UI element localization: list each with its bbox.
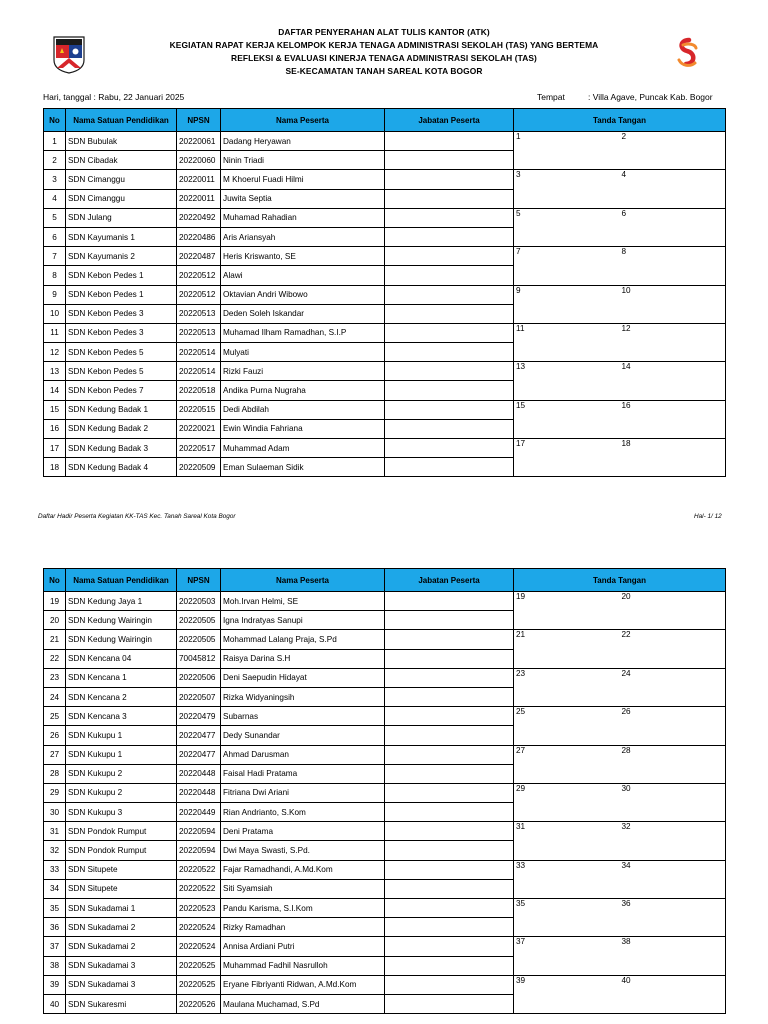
row-number: 39: [44, 975, 66, 994]
participant-name-cell: Dedi Abdilah: [221, 400, 385, 419]
signature-slot-left[interactable]: 29: [514, 783, 620, 821]
school-name-cell: SDN Kencana 04: [66, 649, 177, 668]
participant-name-cell: Heris Kriswanto, SE: [221, 247, 385, 266]
npsn-cell: 20220514: [177, 362, 221, 381]
row-number: 21: [44, 630, 66, 649]
school-name-cell: SDN Kencana 2: [66, 687, 177, 706]
row-number: 11: [44, 323, 66, 342]
row-number: 16: [44, 419, 66, 438]
jabatan-cell: [385, 975, 514, 994]
row-number: 34: [44, 879, 66, 898]
jabatan-cell: [385, 189, 514, 208]
signature-slot-right[interactable]: 2: [620, 132, 726, 170]
table-row: [44, 208, 726, 227]
jabatan-cell: [385, 687, 514, 706]
col-header-no: No: [44, 569, 66, 592]
table-row: [44, 745, 726, 764]
npsn-cell: 20220523: [177, 899, 221, 918]
school-name-cell: SDN Pondok Rumput: [66, 841, 177, 860]
participant-name-cell: Siti Syamsiah: [221, 879, 385, 898]
school-name-cell: SDN Kukupu 2: [66, 783, 177, 802]
school-name-cell: SDN Kedung Wairingin: [66, 611, 177, 630]
school-name-cell: SDN Situpete: [66, 879, 177, 898]
npsn-cell: 20220448: [177, 783, 221, 802]
jabatan-cell: [385, 592, 514, 611]
school-name-cell: SDN Cimanggu: [66, 170, 177, 189]
jabatan-cell: [385, 937, 514, 956]
signature-slot-left[interactable]: 33: [514, 860, 620, 898]
npsn-cell: 20220513: [177, 323, 221, 342]
participant-name-cell: Fitriana Dwi Ariani: [221, 783, 385, 802]
npsn-cell: 20220512: [177, 266, 221, 285]
table-row: [44, 362, 726, 381]
row-number: 28: [44, 764, 66, 783]
table-header-row: [44, 109, 726, 132]
npsn-cell: 20220514: [177, 343, 221, 362]
col-header-jabatan: Jabatan Peserta: [385, 569, 514, 592]
table-row: [44, 860, 726, 879]
signature-slot-right[interactable]: 12: [620, 323, 726, 361]
row-number: 30: [44, 803, 66, 822]
npsn-cell: 20220526: [177, 994, 221, 1013]
date-label: Hari, tanggal : Rabu, 22 Januari 2025: [43, 92, 185, 102]
npsn-cell: 70045812: [177, 649, 221, 668]
row-number: 12: [44, 343, 66, 362]
jabatan-cell: [385, 400, 514, 419]
npsn-cell: 20220449: [177, 803, 221, 822]
participant-name-cell: Muhammad Adam: [221, 439, 385, 458]
jabatan-cell: [385, 764, 514, 783]
school-name-cell: SDN Kedung Badak 3: [66, 439, 177, 458]
npsn-cell: 20220506: [177, 668, 221, 687]
jabatan-cell: [385, 304, 514, 323]
school-name-cell: SDN Kebon Pedes 5: [66, 343, 177, 362]
jabatan-cell: [385, 860, 514, 879]
participant-name-cell: Muhamad Ilham Ramadhan, S.I.P: [221, 323, 385, 342]
signature-slot-left[interactable]: 23: [514, 668, 620, 706]
npsn-cell: 20220487: [177, 247, 221, 266]
jabatan-cell: [385, 266, 514, 285]
participant-name-cell: Faisal Hadi Pratama: [221, 764, 385, 783]
participant-name-cell: Igna Indratyas Sanupi: [221, 611, 385, 630]
row-number: 26: [44, 726, 66, 745]
school-name-cell: SDN Kencana 3: [66, 707, 177, 726]
jabatan-cell: [385, 630, 514, 649]
npsn-cell: 20220011: [177, 189, 221, 208]
jabatan-cell: [385, 343, 514, 362]
table-row: [44, 975, 726, 994]
signature-slot-right[interactable]: 34: [620, 860, 726, 898]
participant-name-cell: Eryane Fibriyanti Ridwan, A.Md.Kom: [221, 975, 385, 994]
school-name-cell: SDN Cimanggu: [66, 189, 177, 208]
npsn-cell: 20220509: [177, 458, 221, 477]
jabatan-cell: [385, 707, 514, 726]
jabatan-cell: [385, 668, 514, 687]
school-name-cell: SDN Kedung Badak 2: [66, 419, 177, 438]
jabatan-cell: [385, 458, 514, 477]
tanah-sareal-logo: [668, 36, 710, 76]
row-number: 36: [44, 918, 66, 937]
participant-name-cell: Dedy Sunandar: [221, 726, 385, 745]
col-header-school: Nama Satuan Pendidikan: [66, 109, 177, 132]
row-number: 20: [44, 611, 66, 630]
title-line-4: SE-KECAMATAN TANAH SAREAL KOTA BOGOR: [285, 66, 483, 76]
signature-slot-left[interactable]: 5: [514, 208, 620, 246]
row-number: 9: [44, 285, 66, 304]
school-name-cell: SDN Pondok Rumput: [66, 822, 177, 841]
table-row: [44, 247, 726, 266]
jabatan-cell: [385, 745, 514, 764]
kota-bogor-logo: [53, 36, 85, 74]
signature-slot-left[interactable]: 31: [514, 822, 620, 860]
row-number: 37: [44, 937, 66, 956]
row-number: 10: [44, 304, 66, 323]
row-number: 3: [44, 170, 66, 189]
jabatan-cell: [385, 822, 514, 841]
table-row: [44, 630, 726, 649]
jabatan-cell: [385, 956, 514, 975]
table-row: [44, 668, 726, 687]
npsn-cell: 20220060: [177, 151, 221, 170]
table-row: [44, 285, 726, 304]
school-name-cell: SDN Kukupu 2: [66, 764, 177, 783]
row-number: 24: [44, 687, 66, 706]
jabatan-cell: [385, 439, 514, 458]
table-row: [44, 323, 726, 342]
signature-slot-left[interactable]: 39: [514, 975, 620, 1013]
school-name-cell: SDN Kukupu 1: [66, 726, 177, 745]
jabatan-cell: [385, 879, 514, 898]
signature-slot-right[interactable]: 26: [620, 707, 726, 745]
participant-name-cell: Deni Pratama: [221, 822, 385, 841]
row-number: 23: [44, 668, 66, 687]
row-number: 40: [44, 994, 66, 1013]
npsn-cell: 20220061: [177, 132, 221, 151]
participant-name-cell: Andika Purna Nugraha: [221, 381, 385, 400]
signature-slot-left[interactable]: 7: [514, 247, 620, 285]
participant-name-cell: Deden Soleh Iskandar: [221, 304, 385, 323]
npsn-cell: 20220594: [177, 841, 221, 860]
table-row: [44, 937, 726, 956]
npsn-cell: 20220486: [177, 227, 221, 246]
jabatan-cell: [385, 994, 514, 1013]
row-number: 22: [44, 649, 66, 668]
school-name-cell: SDN Kayumanis 1: [66, 227, 177, 246]
signature-slot-left[interactable]: 11: [514, 323, 620, 361]
school-name-cell: SDN Kebon Pedes 1: [66, 285, 177, 304]
signature-slot-right[interactable]: 40: [620, 975, 726, 1013]
npsn-cell: 20220513: [177, 304, 221, 323]
signature-slot-left[interactable]: 1: [514, 132, 620, 170]
attendance-table-page-1: [43, 108, 726, 477]
npsn-cell: 20220515: [177, 400, 221, 419]
npsn-cell: 20220512: [177, 285, 221, 304]
jabatan-cell: [385, 208, 514, 227]
participant-name-cell: Juwita Septia: [221, 189, 385, 208]
row-number: 27: [44, 745, 66, 764]
table-row: [44, 592, 726, 611]
attendance-table-page-2: [43, 568, 726, 1014]
npsn-cell: 20220507: [177, 687, 221, 706]
jabatan-cell: [385, 132, 514, 151]
school-name-cell: SDN Kebon Pedes 7: [66, 381, 177, 400]
signature-slot-right[interactable]: 16: [620, 400, 726, 438]
npsn-cell: 20220524: [177, 918, 221, 937]
row-number: 13: [44, 362, 66, 381]
npsn-cell: 20220448: [177, 764, 221, 783]
col-header-no: No: [44, 109, 66, 132]
jabatan-cell: [385, 611, 514, 630]
signature-slot-right[interactable]: 6: [620, 208, 726, 246]
signature-slot-left[interactable]: 17: [514, 439, 620, 477]
table-row: [44, 132, 726, 151]
participant-name-cell: Moh.Irvan Helmi, SE: [221, 592, 385, 611]
school-name-cell: SDN Sukadamai 3: [66, 975, 177, 994]
row-number: 8: [44, 266, 66, 285]
row-number: 29: [44, 783, 66, 802]
col-header-name: Nama Peserta: [221, 109, 385, 132]
col-header-signature: Tanda Tangan: [514, 109, 726, 132]
signature-slot-right[interactable]: 24: [620, 668, 726, 706]
participant-name-cell: Eman Sulaeman Sidik: [221, 458, 385, 477]
participant-name-cell: Subarnas: [221, 707, 385, 726]
row-number: 1: [44, 132, 66, 151]
npsn-cell: 20220011: [177, 170, 221, 189]
npsn-cell: 20220522: [177, 860, 221, 879]
participant-name-cell: Aris Ariansyah: [221, 227, 385, 246]
page-number: Hal- 1/ 12: [694, 513, 722, 520]
school-name-cell: SDN Kedung Wairingin: [66, 630, 177, 649]
row-number: 15: [44, 400, 66, 419]
signature-slot-right[interactable]: 32: [620, 822, 726, 860]
row-number: 5: [44, 208, 66, 227]
signature-slot-left[interactable]: 27: [514, 745, 620, 783]
npsn-cell: 20220524: [177, 937, 221, 956]
school-name-cell: SDN Cibadak: [66, 151, 177, 170]
signature-slot-right[interactable]: 4: [620, 170, 726, 208]
school-name-cell: SDN Kencana 1: [66, 668, 177, 687]
signature-slot-left[interactable]: 3: [514, 170, 620, 208]
signature-slot-right[interactable]: 28: [620, 745, 726, 783]
row-number: 2: [44, 151, 66, 170]
footer-caption: Daftar Hadir Peserta Kegiatan KK-TAS Kec. Tanah Sareal Kota Bogor: [38, 513, 236, 520]
jabatan-cell: [385, 170, 514, 189]
row-number: 17: [44, 439, 66, 458]
title-line-1: DAFTAR PENYERAHAN ALAT TULIS KANTOR (ATK): [278, 27, 490, 37]
jabatan-cell: [385, 726, 514, 745]
title-line-2: KEGIATAN RAPAT KERJA KELOMPOK KERJA TENAGA ADMINISTRASI SEKOLAH (TAS) YANG BERTEMA: [169, 40, 599, 50]
school-name-cell: SDN Kedung Jaya 1: [66, 592, 177, 611]
jabatan-cell: [385, 247, 514, 266]
school-name-cell: SDN Sukadamai 3: [66, 956, 177, 975]
participant-name-cell: Raisya Darina S.H: [221, 649, 385, 668]
table-row: [44, 439, 726, 458]
participant-name-cell: Ewin Windia Fahriana: [221, 419, 385, 438]
participant-name-cell: Muhammad Fadhil Nasrulloh: [221, 956, 385, 975]
table-header-row: [44, 569, 726, 592]
signature-slot-left[interactable]: 19: [514, 592, 620, 630]
signature-slot-right[interactable]: 36: [620, 899, 726, 937]
row-number: 33: [44, 860, 66, 879]
school-name-cell: SDN Sukadamai 1: [66, 899, 177, 918]
participant-name-cell: Dwi Maya Swasti, S.Pd.: [221, 841, 385, 860]
row-number: 18: [44, 458, 66, 477]
place-label: Tempat: [537, 92, 565, 102]
signature-slot-left[interactable]: 37: [514, 937, 620, 975]
signature-slot-right[interactable]: 14: [620, 362, 726, 400]
npsn-cell: 20220525: [177, 956, 221, 975]
col-header-npsn: NPSN: [177, 109, 221, 132]
school-name-cell: SDN Sukadamai 2: [66, 937, 177, 956]
npsn-cell: 20220477: [177, 745, 221, 764]
school-name-cell: SDN Kebon Pedes 3: [66, 323, 177, 342]
npsn-cell: 20220505: [177, 630, 221, 649]
jabatan-cell: [385, 803, 514, 822]
col-header-jabatan: Jabatan Peserta: [385, 109, 514, 132]
row-number: 7: [44, 247, 66, 266]
participant-name-cell: Dadang Heryawan: [221, 132, 385, 151]
school-name-cell: SDN Julang: [66, 208, 177, 227]
npsn-cell: 20220479: [177, 707, 221, 726]
npsn-cell: 20220594: [177, 822, 221, 841]
jabatan-cell: [385, 918, 514, 937]
col-header-signature: Tanda Tangan: [514, 569, 726, 592]
signature-slot-left[interactable]: 25: [514, 707, 620, 745]
row-number: 19: [44, 592, 66, 611]
col-header-school: Nama Satuan Pendidikan: [66, 569, 177, 592]
school-name-cell: SDN Sukadamai 2: [66, 918, 177, 937]
npsn-cell: 20220517: [177, 439, 221, 458]
jabatan-cell: [385, 285, 514, 304]
participant-name-cell: Annisa Ardiani Putri: [221, 937, 385, 956]
school-name-cell: SDN Kukupu 1: [66, 745, 177, 764]
npsn-cell: 20220525: [177, 975, 221, 994]
signature-slot-left[interactable]: 15: [514, 400, 620, 438]
jabatan-cell: [385, 419, 514, 438]
npsn-cell: 20220522: [177, 879, 221, 898]
title-line-3: REFLEKSI & EVALUASI KINERJA TENAGA ADMINISTRASI SEKOLAH (TAS): [231, 53, 537, 63]
signature-slot-right[interactable]: 20: [620, 592, 726, 630]
row-number: 31: [44, 822, 66, 841]
jabatan-cell: [385, 151, 514, 170]
participant-name-cell: Rian Andrianto, S.Kom: [221, 803, 385, 822]
school-name-cell: SDN Kebon Pedes 3: [66, 304, 177, 323]
jabatan-cell: [385, 649, 514, 668]
jabatan-cell: [385, 783, 514, 802]
npsn-cell: 20220021: [177, 419, 221, 438]
signature-slot-right[interactable]: 30: [620, 783, 726, 821]
signature-slot-left[interactable]: 13: [514, 362, 620, 400]
school-name-cell: SDN Sukaresmi: [66, 994, 177, 1013]
participant-name-cell: Ahmad Darusman: [221, 745, 385, 764]
participant-name-cell: Alawi: [221, 266, 385, 285]
table-row: [44, 783, 726, 802]
signature-slot-right[interactable]: 10: [620, 285, 726, 323]
npsn-cell: 20220503: [177, 592, 221, 611]
document-header: [0, 0, 768, 80]
participant-name-cell: Rizky Ramadhan: [221, 918, 385, 937]
participant-name-cell: M Khoerul Fuadi Hilmi: [221, 170, 385, 189]
row-number: 4: [44, 189, 66, 208]
school-name-cell: SDN Situpete: [66, 860, 177, 879]
participant-name-cell: Fajar Ramadhandi, A.Md.Kom: [221, 860, 385, 879]
jabatan-cell: [385, 227, 514, 246]
row-number: 32: [44, 841, 66, 860]
participant-name-cell: Rizka Widyaningsih: [221, 687, 385, 706]
jabatan-cell: [385, 323, 514, 342]
school-name-cell: SDN Kedung Badak 4: [66, 458, 177, 477]
participant-name-cell: Oktavian Andri Wibowo: [221, 285, 385, 304]
row-number: 6: [44, 227, 66, 246]
participant-name-cell: Mulyati: [221, 343, 385, 362]
table-row: [44, 707, 726, 726]
participant-name-cell: Ninin Triadi: [221, 151, 385, 170]
participant-name-cell: Muhamad Rahadian: [221, 208, 385, 227]
signature-slot-right[interactable]: 8: [620, 247, 726, 285]
signature-slot-right[interactable]: 22: [620, 630, 726, 668]
npsn-cell: 20220518: [177, 381, 221, 400]
table-row: [44, 170, 726, 189]
npsn-cell: 20220477: [177, 726, 221, 745]
row-number: 14: [44, 381, 66, 400]
signature-slot-right[interactable]: 18: [620, 439, 726, 477]
row-number: 25: [44, 707, 66, 726]
participant-name-cell: Rizki Fauzi: [221, 362, 385, 381]
signature-slot-right[interactable]: 38: [620, 937, 726, 975]
school-name-cell: SDN Kebon Pedes 5: [66, 362, 177, 381]
school-name-cell: SDN Kebon Pedes 1: [66, 266, 177, 285]
school-name-cell: SDN Kukupu 3: [66, 803, 177, 822]
npsn-cell: 20220492: [177, 208, 221, 227]
col-header-npsn: NPSN: [177, 569, 221, 592]
participant-name-cell: Deni Saepudin Hidayat: [221, 668, 385, 687]
signature-slot-left[interactable]: 35: [514, 899, 620, 937]
npsn-cell: 20220505: [177, 611, 221, 630]
table-row: [44, 899, 726, 918]
participant-name-cell: Mohammad Lalang Praja, S.Pd: [221, 630, 385, 649]
signature-slot-left[interactable]: 9: [514, 285, 620, 323]
jabatan-cell: [385, 362, 514, 381]
jabatan-cell: [385, 381, 514, 400]
participant-name-cell: Maulana Muchamad, S.Pd: [221, 994, 385, 1013]
signature-slot-left[interactable]: 21: [514, 630, 620, 668]
row-number: 35: [44, 899, 66, 918]
table-row: [44, 822, 726, 841]
col-header-name: Nama Peserta: [221, 569, 385, 592]
participant-name-cell: Pandu Karisma, S.I.Kom: [221, 899, 385, 918]
jabatan-cell: [385, 899, 514, 918]
school-name-cell: SDN Kayumanis 2: [66, 247, 177, 266]
jabatan-cell: [385, 841, 514, 860]
school-name-cell: SDN Bubulak: [66, 132, 177, 151]
row-number: 38: [44, 956, 66, 975]
school-name-cell: SDN Kedung Badak 1: [66, 400, 177, 419]
place-value: : Villa Agave, Puncak Kab. Bogor: [588, 92, 713, 102]
table-row: [44, 400, 726, 419]
